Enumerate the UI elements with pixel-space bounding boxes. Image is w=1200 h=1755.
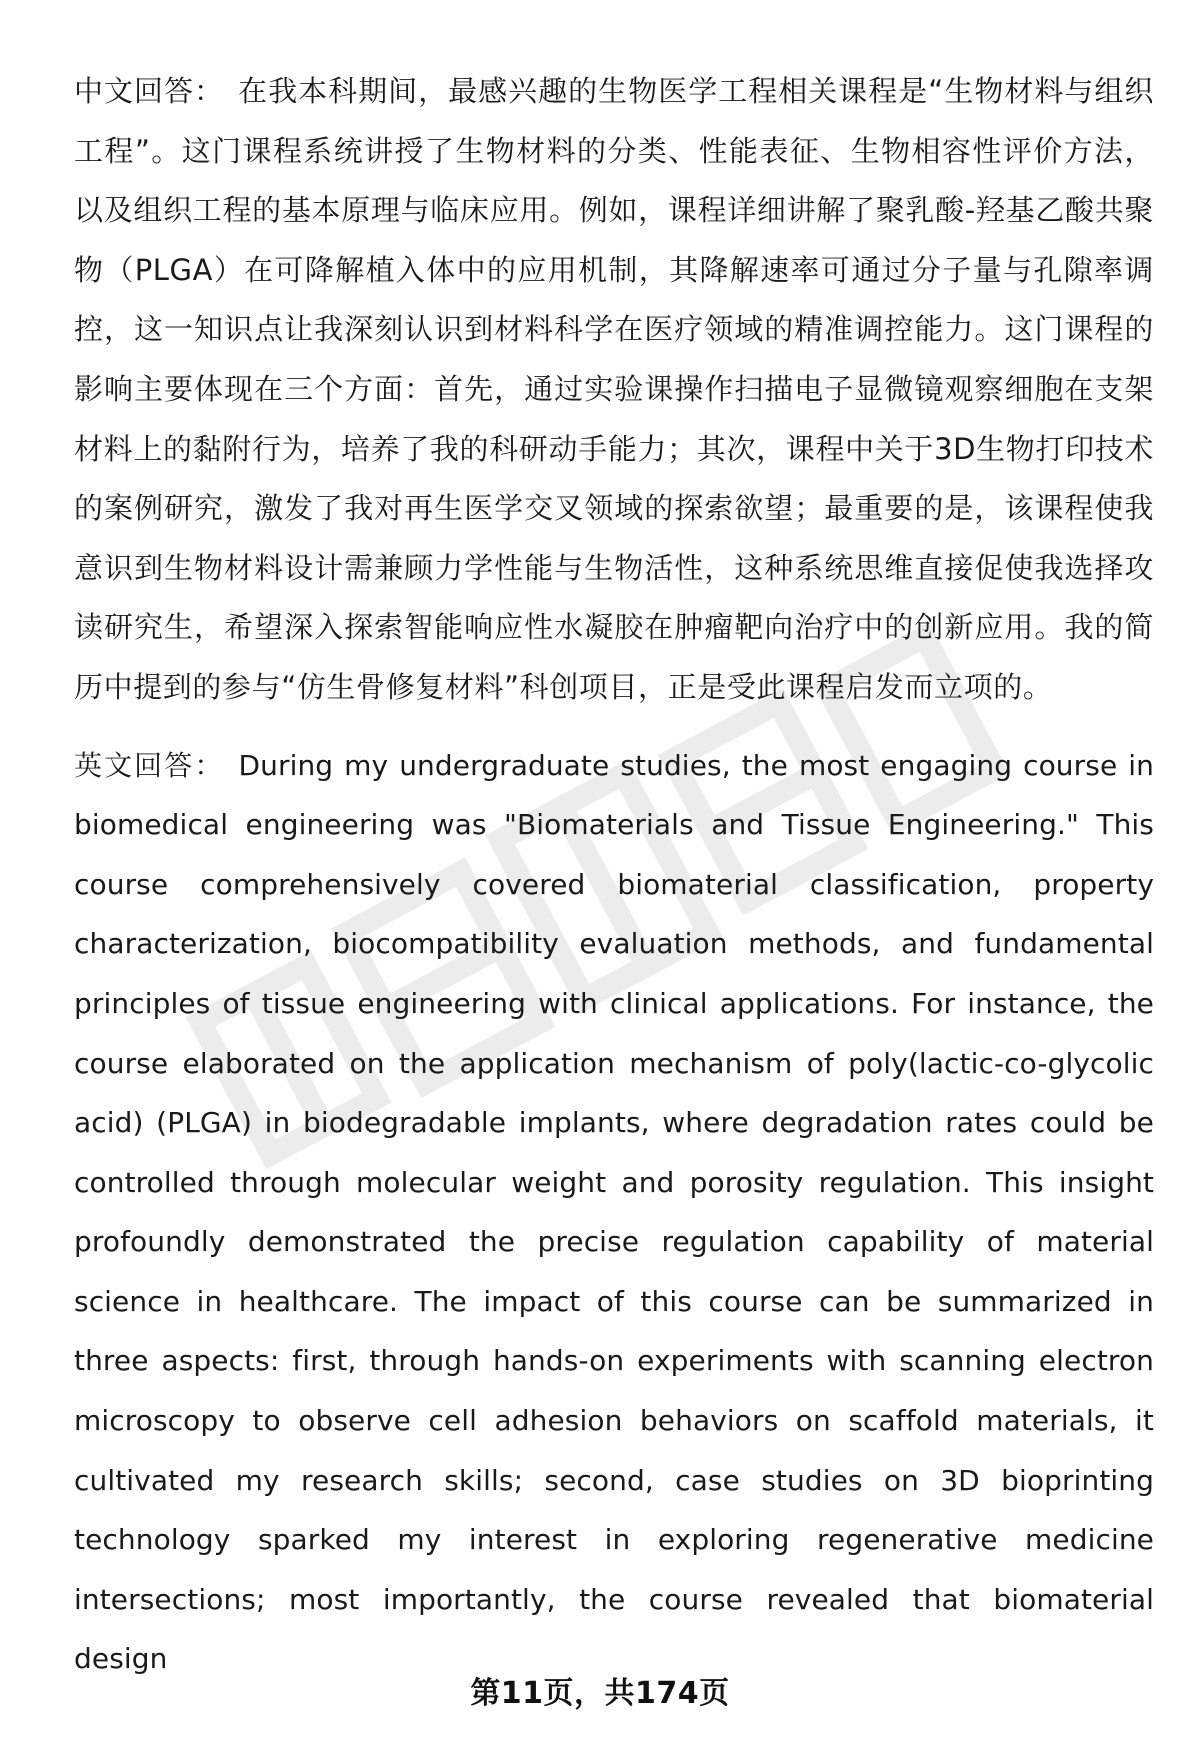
chinese-answer-paragraph — [74, 62, 1154, 718]
english-answer-text: During my undergraduate studies, the most engaging course in biomedical engineering was "Biomaterials and Tissue Engineering." This course comprehensively covered biomaterial classification, property characterization, biocompatibility evaluation methods, and fundamental principles of tissue engineering with clinical applications. For instance, the course elaborated on the application mechanism of poly(lactic-co-glycolic acid) (PLGA) in biodegradable implants, where degradation rates could be controlled through molecular weight and porosity regulation. This insight profoundly demonstrated the precise regulation capability of material science in healthcare. The impact of this course can be summarized in three aspects: first, through hands-on experiments with scanning electron microscopy to observe cell adhesion behaviors on scaffold materials, it cultivated my research skills; second, case studies on 3D bioprinting technology sparked my interest in exploring regenerative medicine intersections; most importantly, the course revealed that biomaterial design — [74, 748, 1154, 1676]
chinese-answer-text: 在我本科期间，最感兴趣的生物医学工程相关课程是“生物材料与组织工程”。这门课程系统讲授了生物材料的分类、性能表征、生物相容性评价方法，以及组织工程的基本原理与临床应用。例如，课程详细讲解了聚乳酸-羟基乙酸共聚物（PLGA）在可降解植入体中的应用机制，其降解速率可通过分子量与孔隙率调控，这一知识点让我深刻认识到材料科学在医疗领域的精准调控能力。这门课程的影响主要体现在三个方面：首先，通过实验课操作扫描电子显微镜观察细胞在支架材料上的黏附行为，培养了我的科研动手能力；其次，课程中关于3D生物打印技术的案例研究，激发了我对再生医学交叉领域的探索欲望；最重要的是，该课程使我意识到生物材料设计需兼顾力学性能与生物活性，这种系统思维直接促使我选择攻读研究生，希望深入探索智能响应性水凝胶在肿瘤靶向治疗中的创新应用。我的简历中提到的参与“仿生骨修复材料”科创项目，正是受此课程启发而立项的。 — [74, 74, 1154, 704]
page-number-footer: 第11页，共174页 — [470, 1676, 730, 1711]
english-answer-label: 英文回答： — [74, 748, 225, 782]
english-answer-paragraph — [74, 736, 1154, 1690]
document-body — [74, 62, 1154, 1689]
chinese-answer-label: 中文回答： — [74, 74, 225, 108]
